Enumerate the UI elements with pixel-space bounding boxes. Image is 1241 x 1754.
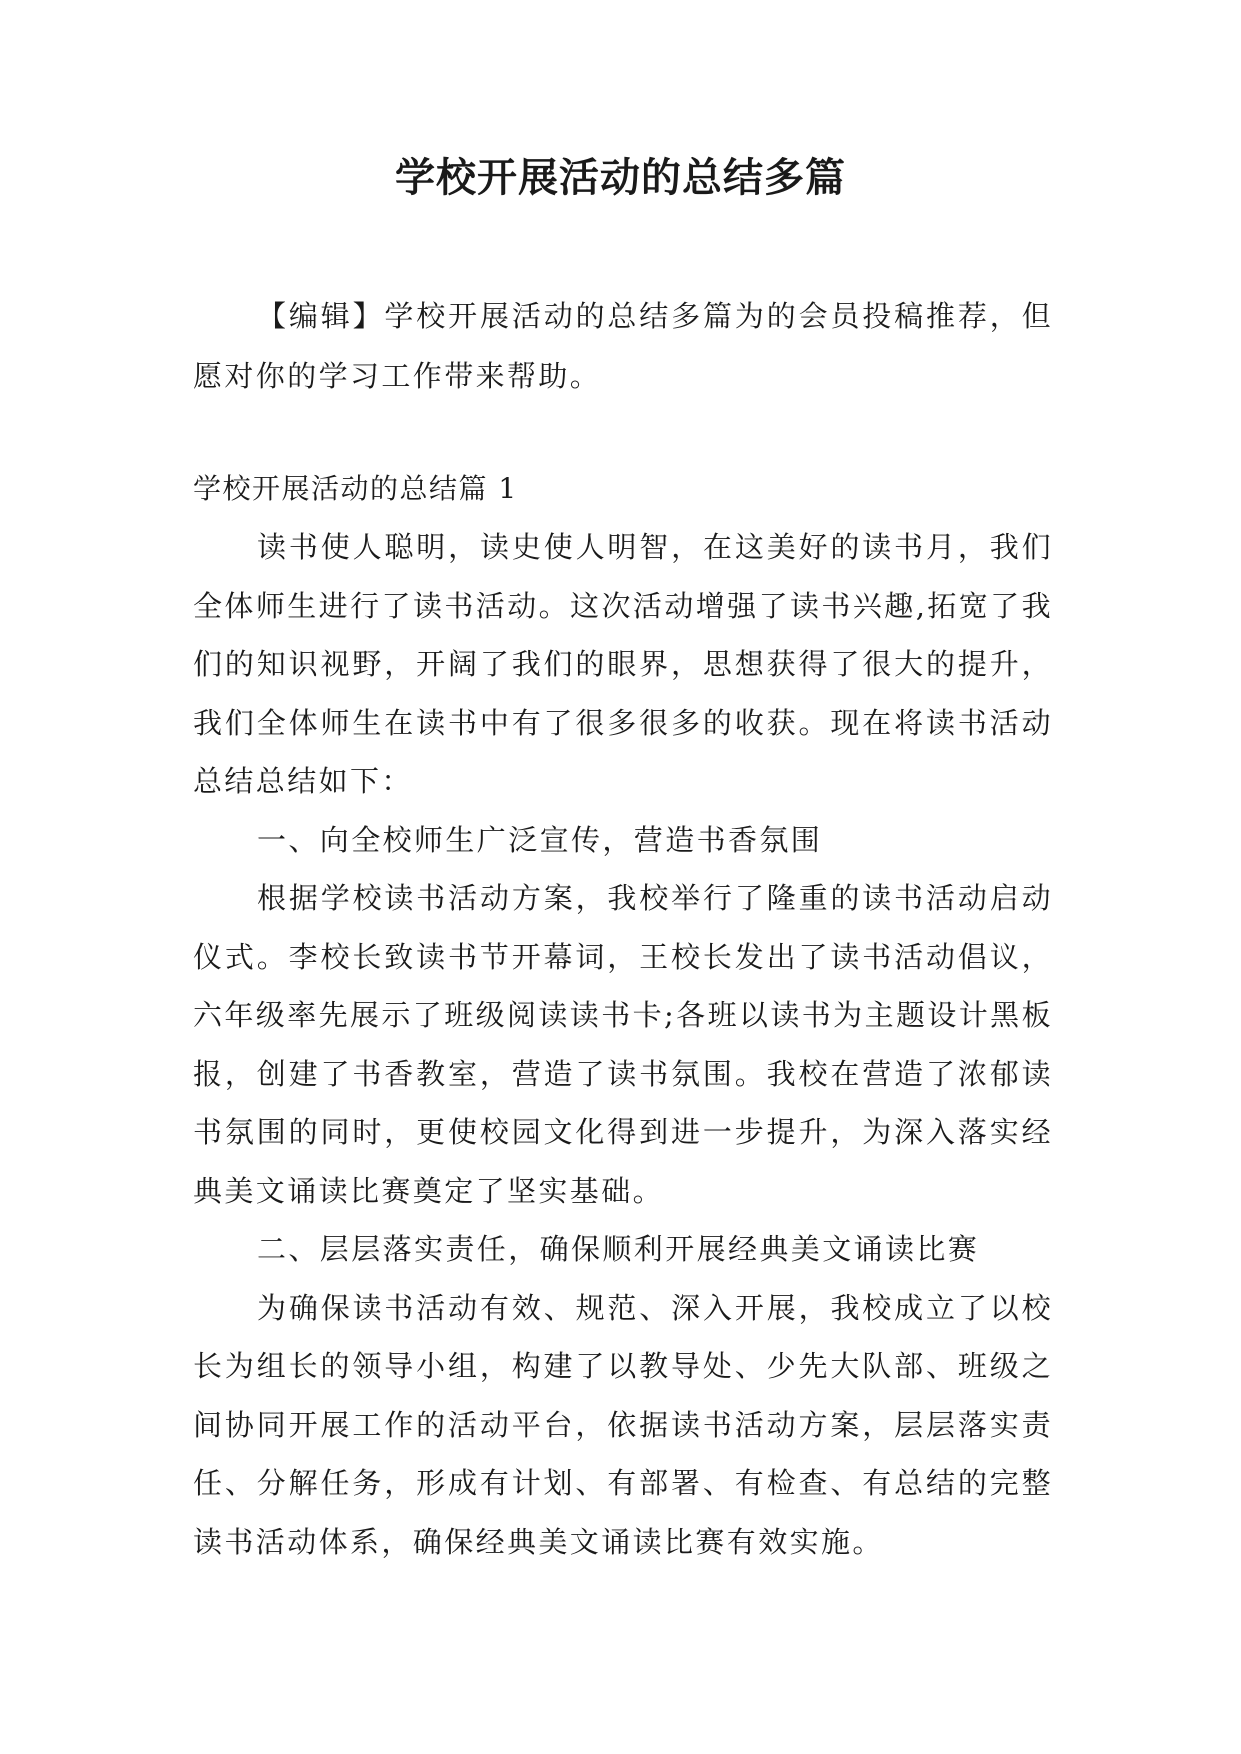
paragraph: 根据学校读书活动方案，我校举行了隆重的读书活动启动仪式。李校长致读书节开幕词，王校长发出了读书活动倡议，六年级率先展示了班级阅读读书卡;各班以读书为主题设计黑板报，创建了书香教室，营造了读书氛围。我校在营造了浓郁读书氛围的同时，更使校园文化得到进一步提升，为深入落实经典美文诵读比赛奠定了坚实基础。	[193, 881, 1053, 1208]
subheading: 二、层层落实责任，确保顺利开展经典美文诵读比赛	[257, 1232, 980, 1266]
document-title: 学校开展活动的总结多篇	[395, 154, 846, 201]
intro-paragraph: 【编辑】学校开展活动的总结多篇为的会员投稿推荐，但愿对你的学习工作带来帮助。	[193, 299, 1053, 393]
article-body	[193, 518, 1053, 1571]
section-title: 学校开展活动的总结篇 1	[193, 472, 518, 505]
paragraph: 为确保读书活动有效、规范、深入开展，我校成立了以校长为组长的领导小组，构建了以教导处、少先大队部、班级之间协同开展工作的活动平台，依据读书活动方案，层层落实责任、分解任务，形成有计划、有部署、有检查、有总结的完整读书活动体系，确保经典美文诵读比赛有效实施。	[193, 1290, 1053, 1559]
subheading: 一、向全校师生广泛宣传，营造书香氛围	[257, 822, 823, 857]
paragraph: 读书使人聪明，读史使人明智，在这美好的读书月，我们全体师生进行了读书活动。这次活动增强了读书兴趣,拓宽了我们的知识视野，开阔了我们的眼界，思想获得了很大的提升，我们全体师生在读书中有了很多很多的收获。现在将读书活动总结总结如下：	[193, 530, 1053, 798]
